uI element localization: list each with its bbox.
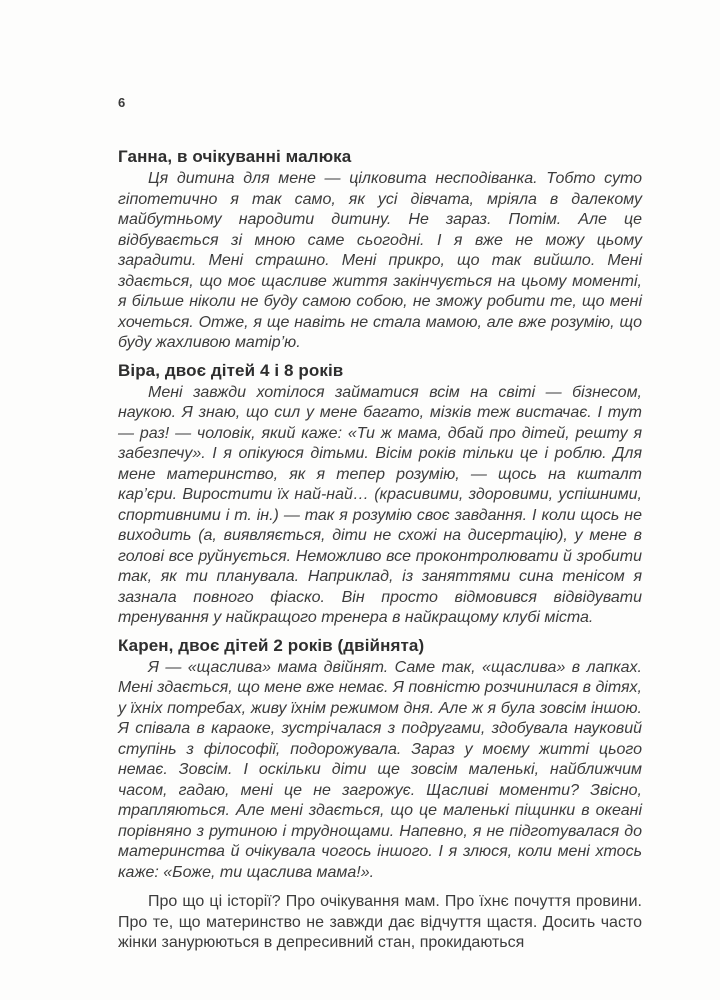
page-number: 6 — [118, 95, 126, 110]
story-section-vira — [118, 361, 642, 629]
story-section-hanna — [118, 147, 642, 354]
quote-paragraph-vira: Мені завжди хотілося займатися всім на світі — бізнесом, наукою. Я знаю, що сил у мене багато, мізків теж вистачає. І тут — раз! — чоловік, який каже: «Ти ж мама, дбай про дітей, решту я забезпечу». І я опікуюся дітьми. Вісім років тільки це і роблю. Для мене материнство, як я тепер розумію, — щось на кшталт кар’єри. Виростити їх най-най… (красивими, здоровими, успішними, спортивними і т. ін.) — так я розумію своє завдання. І коли щось не виходить (а, виявляється, діти не схожі на дисертацію), у мене в голові все руйнується. Неможливо все проконтролювати й зробити так, як ти планувала. Наприклад, із заняттями сина тенісом я зазнала повного фіаско. Він просто відмовився відвідувати тренування у найкращого тренера в найкращому клубі міста. — [118, 383, 642, 626]
quote-paragraph-hanna: Ця дитина для мене — цілковита несподіванка. Тобто суто гіпотетично я так само, як усі дівчата, мріяла в далекому майбутньому народити дитину. Не зараз. Потім. Але це відбувається зі мною саме сьогодні. І я вже не можу цьому зарадити. Мені страшно. Мені прикро, що так вийшло. Мені здається, що моє щасливе життя закінчується на цьому моменті, я більше ніколи не буду самою собою, не зможу робити те, що мені хочеться. Отже, я ще навіть не стала мамою, але вже розумію, що буду жахливою матір’ю. — [118, 170, 642, 351]
section-heading-hanna: Ганна, в очікуванні малюка — [118, 147, 352, 166]
quote-paragraph-karen: Я — «щаслива» мама двійнят. Саме так, «щаслива» в лапках. Мені здається, що мене вже немає. Я повністю розчинилася в дітях, у їхніх потребах, живу їхнім режимом дня. Але ж я була зовсім іншою. Я співала в караоке, зустрічалася з подругами, здобувала науковий ступінь з філософії, подорожувала. Зараз у моєму житті цього немає. Зовсім. І оскільки діти ще зовсім маленькі, найближчим часом, гадаю, мені це не загрожує. Щасливі моменти? Звісно, трапляються. Але мені здається, що це маленькі піщинки в океані порівняно з рутиною і труднощами. Напевно, я не підготувалася до материнства й очікувала чогось іншого. І я злюся, коли мені хтось каже: «Боже, ти щаслива мама!». — [118, 658, 642, 881]
closing-paragraph: Про що ці історії? Про очікування мам. Про їхнє почуття провини. Про те, що материнство не завжди дає відчуття щастя. Досить часто жінки занурюються в депресивний стан, прокидаються — [118, 893, 642, 951]
section-heading-karen: Карен, двоє дітей 2 років (двійнята) — [118, 635, 425, 655]
section-heading-vira: Віра, двоє дітей 4 і 8 років — [118, 360, 344, 380]
story-section-karen — [118, 636, 642, 884]
